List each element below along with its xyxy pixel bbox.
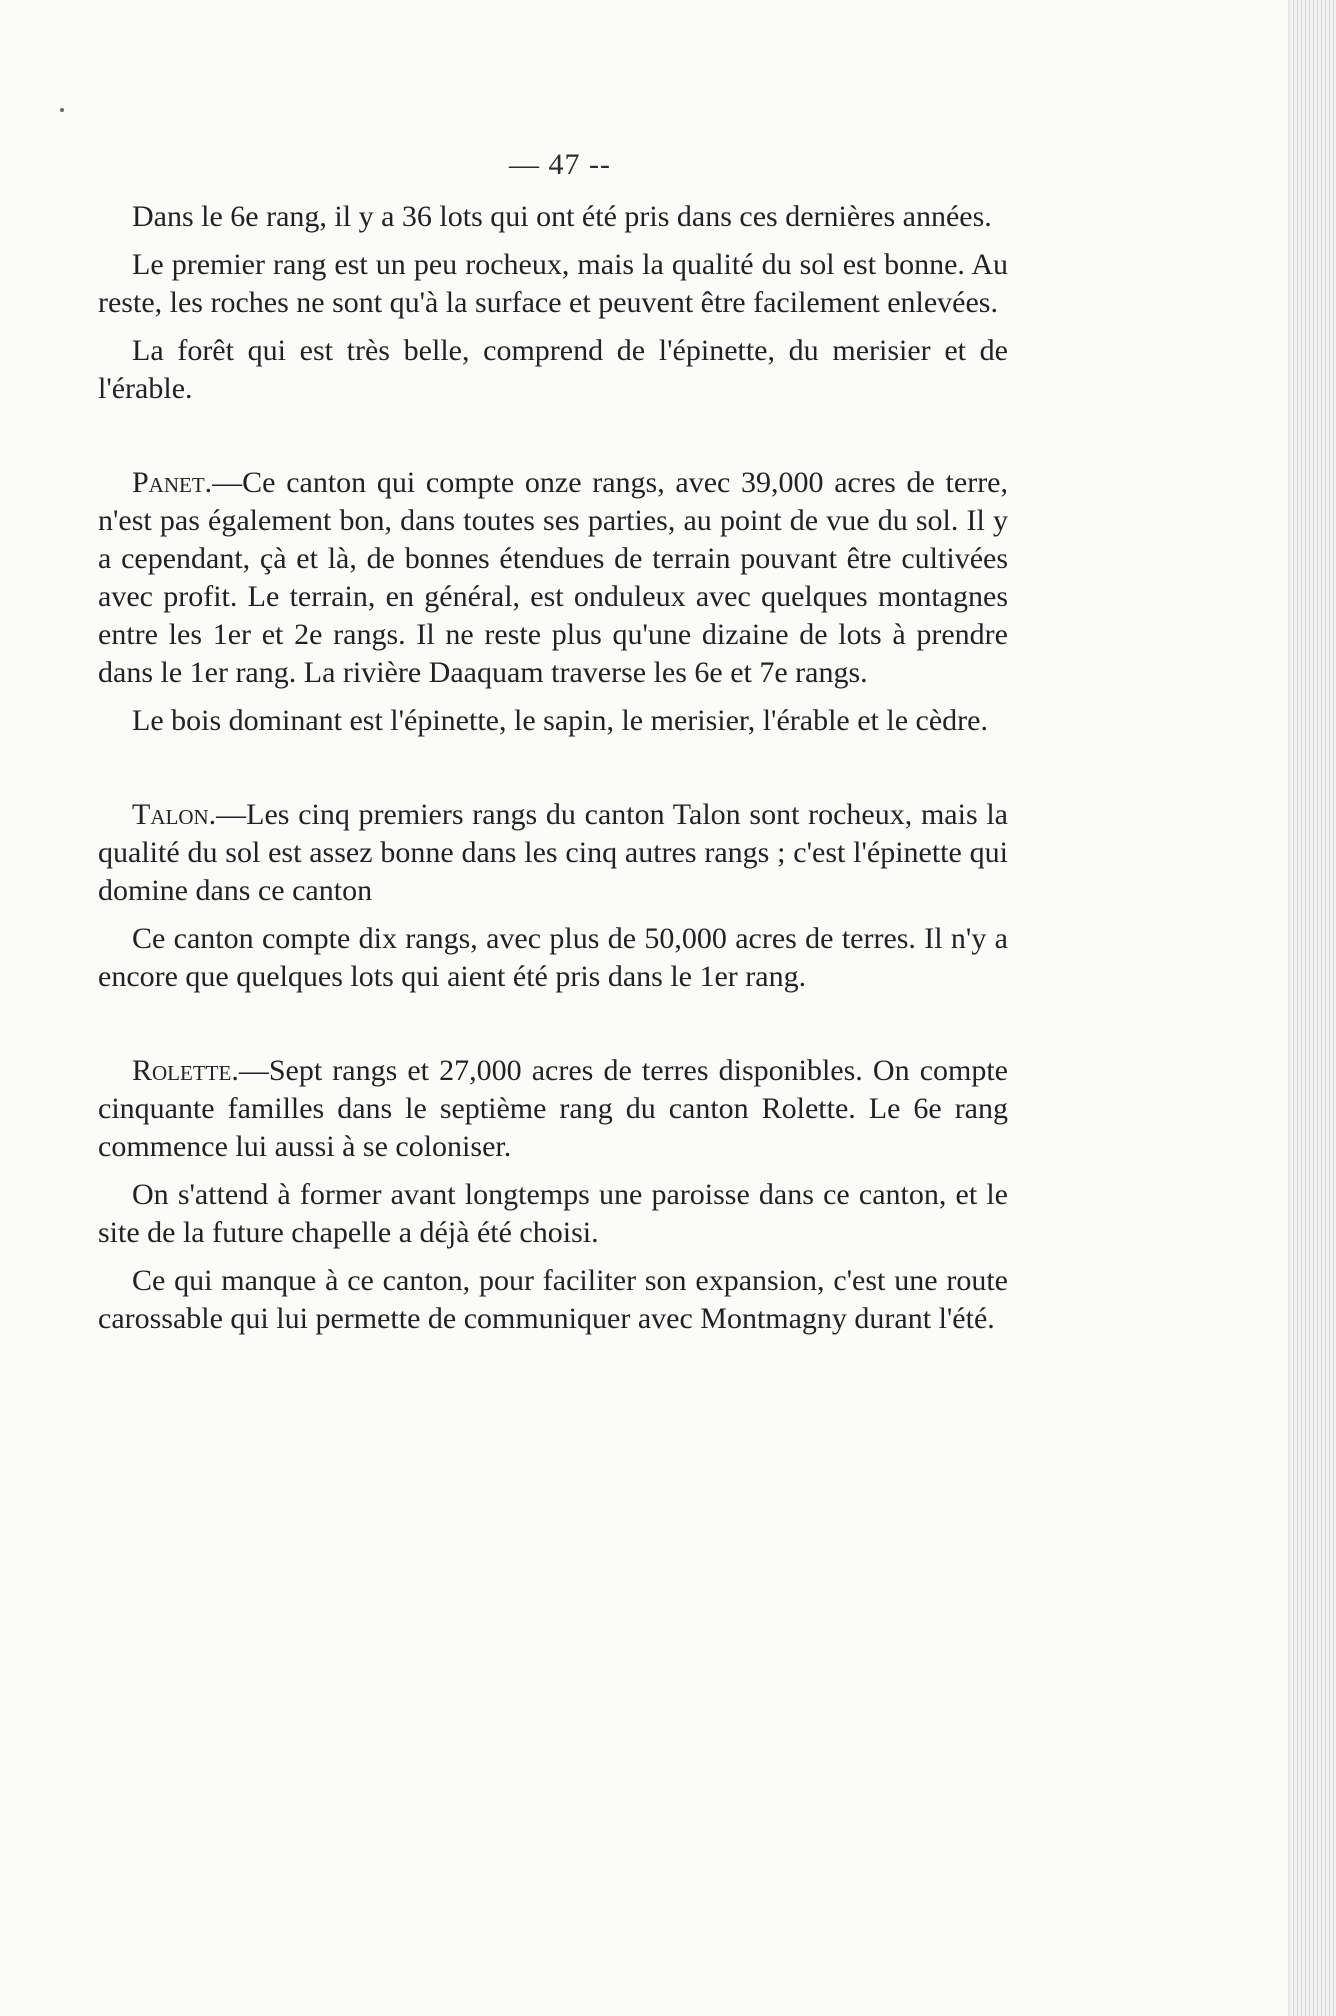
- paragraph: La forêt qui est très belle, comprend de l'épinette, du merisier et de l'érable.: [98, 334, 1008, 405]
- section-heading: Panet.: [132, 466, 213, 499]
- section-rolette: Rolette.—Sept rangs et 27,000 acres de terres disponibles. On compte cinquante familles dans le septième rang du canton Rolette. Le 6e rang commence lui aussi à se coloniser.: [98, 1054, 1008, 1163]
- paragraph: Le premier rang est un peu rocheux, mais la qualité du sol est bonne. Au reste, les roches ne sont qu'à la surface et peuvent être facilement enlevées.: [98, 248, 1008, 319]
- section-talon: Talon.—Les cinq premiers rangs du canton Talon sont rocheux, mais la qualité du sol est assez bonne dans les cinq autres rangs ; c'est l'épinette qui domine dans ce canton: [98, 798, 1008, 907]
- paragraph: Ce qui manque à ce canton, pour faciliter son expansion, c'est une route carossable qui lui permette de communiquer avec Montmagny durant l'été.: [98, 1264, 1008, 1335]
- page-edges: [1290, 0, 1336, 2016]
- paragraph: Dans le 6e rang, il y a 36 lots qui ont été pris dans ces dernières années.: [132, 200, 992, 233]
- page-body: [98, 198, 1008, 1348]
- paragraph: On s'attend à former avant longtemps une paroisse dans ce canton, et le site de la future chapelle a déjà été choisi.: [98, 1178, 1008, 1249]
- section-heading: Rolette.: [132, 1054, 239, 1087]
- paragraph: Ce canton compte dix rangs, avec plus de 50,000 acres de terres. Il n'y a encore que quelques lots qui aient été pris dans le 1er rang.: [98, 922, 1008, 993]
- section-heading: Talon.: [132, 798, 217, 831]
- section-panet: Panet.—Ce canton qui compte onze rangs, avec 39,000 acres de terre, n'est pas également bon, dans toutes ses parties, au point de vue du sol. Il y a cependant, çà et là, de bonnes étendues de terrain pouvant être cultivées avec profit. Le terrain, en général, est onduleux avec quelques montagnes entre les 1er et 2e rangs. Il ne reste plus qu'une dizaine de lots à prendre dans le 1er rang. La rivière Daaquam traverse les 6e et 7e rangs.: [98, 466, 1008, 689]
- paragraph: Le bois dominant est l'épinette, le sapin, le merisier, l'érable et le cèdre.: [132, 704, 988, 737]
- scan-speck: [60, 108, 64, 112]
- page-number: — 47 --: [509, 148, 611, 181]
